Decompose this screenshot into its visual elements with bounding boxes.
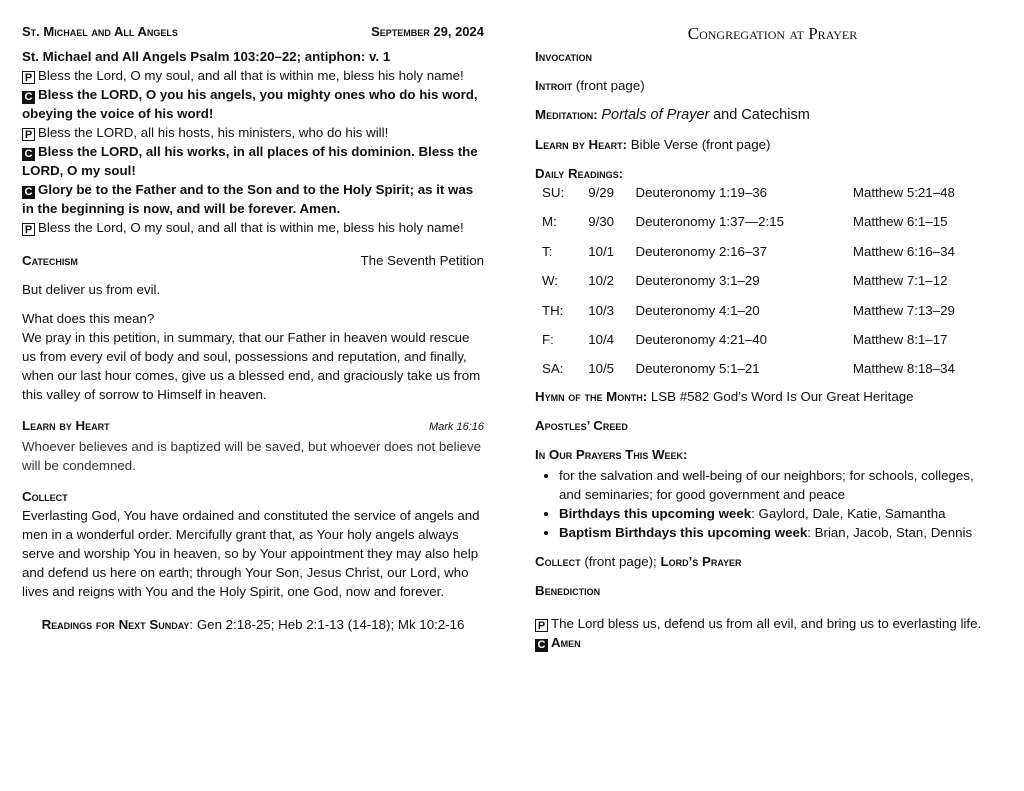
- catechism-prayer: But deliver us from evil.: [22, 282, 161, 297]
- learn-reference: Mark 16:16: [428, 421, 484, 433]
- reading-date: 10/4: [588, 331, 615, 347]
- psalm-line: [22, 142, 484, 180]
- hymn-line: [535, 387, 990, 406]
- amen-text: Amen: [551, 634, 581, 650]
- amen-line: [535, 633, 990, 652]
- birthdays-label: Birthdays this upcoming week: [559, 505, 752, 521]
- learn-heart-label: Learn by Heart:: [535, 137, 628, 152]
- learn-label: Learn by Heart: [22, 418, 110, 433]
- collect-text: Everlasting God, You have ordained and constituted the service of angels and men in a wonderful order. Mercifully grant that, as Your holy angels always serve and worship You in heaven, so by Your appointment they may also help and defend us here on earth; through Your Son, Jesus Christ, our Lord, who lives and reigns with You and the Holy Spirit, one God, now and forever.: [22, 508, 480, 599]
- introit-note: (front page): [575, 78, 645, 93]
- table-row: [535, 242, 990, 271]
- left-page: [22, 0, 484, 634]
- psalm-line-text: Bless the LORD, O you his angels, you mighty ones who do his word, obeying the voice of his word!: [22, 87, 478, 121]
- reading-day: W:: [542, 273, 559, 289]
- psalm-responsive-reading: [22, 66, 484, 237]
- left-header: [22, 24, 484, 39]
- creed-label: Apostles’ Creed: [535, 417, 628, 433]
- reading-nt: Matthew 5:21–48: [852, 185, 955, 200]
- table-row: [535, 212, 990, 241]
- benediction-label: Benediction: [535, 582, 601, 598]
- birthdays-names: : Gaylord, Dale, Katie, Samantha: [751, 505, 946, 521]
- reading-ot: Deuteronomy 2:16–37: [635, 243, 768, 259]
- catechism-question: What does this mean?: [22, 311, 155, 326]
- learn-heart-text: Bible Verse (front page): [630, 137, 771, 152]
- reading-nt: Matthew 7:1–12: [852, 273, 948, 289]
- catechism-label: Catechism: [22, 253, 78, 268]
- introit-line: [535, 76, 990, 95]
- pastor-badge-icon: P: [22, 71, 35, 84]
- psalm-line: [22, 180, 484, 218]
- hymn-text: LSB #582 God’s Word Is Our Great Heritage: [650, 388, 914, 404]
- reading-day: SA:: [542, 361, 564, 377]
- reading-ot: Deuteronomy 1:37—2:15: [635, 214, 785, 230]
- reading-nt: Matthew 6:16–34: [852, 243, 955, 259]
- psalm-line: [22, 123, 484, 142]
- reading-nt: Matthew 6:1–15: [852, 214, 948, 230]
- header-title: St. Michael and All Angels: [22, 24, 178, 39]
- psalm-line-text: Bless the Lord, O my soul, and all that is within me, bless his holy name!: [38, 220, 464, 235]
- list-item: [559, 504, 990, 523]
- pastor-badge-icon: P: [22, 128, 35, 141]
- next-sunday-readings: [22, 615, 484, 634]
- psalm-line: [22, 85, 484, 123]
- reading-ot: Deuteronomy 3:1–29: [635, 273, 760, 289]
- psalm-line-text: Glory be to the Father and to the Son and to the Holy Spirit; as it was in the beginning is now, and will be forever. Amen.: [22, 182, 474, 216]
- reading-date: 9/30: [588, 214, 615, 230]
- reading-ot: Deuteronomy 4:21–40: [635, 331, 768, 347]
- pastor-badge-icon: P: [535, 619, 548, 632]
- congregation-badge-icon: C: [22, 186, 35, 199]
- reading-day: TH:: [542, 302, 564, 318]
- next-sunday-label: Readings for Next Sunday: [41, 617, 190, 632]
- reading-nt: Matthew 8:18–34: [852, 361, 955, 377]
- psalm-line-text: Bless the LORD, all his works, in all places of his dominion. Bless the LORD, O my soul!: [22, 144, 478, 178]
- learn-verse: Whoever believes and is baptized will be saved, but whoever does not believe will be condemned.: [22, 439, 482, 473]
- meditation-line: [535, 105, 990, 125]
- psalm-line-text: Bless the Lord, O my soul, and all that is within me, bless his holy name!: [38, 68, 464, 83]
- prayers-list: [535, 466, 990, 542]
- catechism-petition: The Seventh Petition: [360, 253, 484, 268]
- psalm-heading: St. Michael and All Angels Psalm 103:20–22; antiphon: v. 1: [22, 49, 391, 64]
- list-item: [559, 523, 990, 542]
- reading-ot: Deuteronomy 5:1–21: [635, 361, 760, 377]
- benediction-text-line: [535, 614, 990, 633]
- psalm-line: [22, 66, 484, 85]
- table-row: [535, 183, 990, 212]
- congregation-badge-icon: C: [535, 639, 548, 652]
- hymn-label: Hymn of the Month:: [535, 388, 648, 404]
- collect-label: Collect: [22, 489, 68, 504]
- lords-prayer-label: Lord’s Prayer: [660, 553, 742, 569]
- reading-ot: Deuteronomy 4:1–20: [635, 302, 760, 318]
- list-item: [559, 466, 990, 504]
- introit-label: Introit: [535, 78, 573, 93]
- table-row: [535, 301, 990, 330]
- prayers-label: In Our Prayers This Week:: [535, 446, 688, 462]
- congregation-badge-icon: C: [22, 148, 35, 161]
- reading-date: 9/29: [588, 185, 615, 200]
- table-row: [535, 359, 990, 388]
- baptism-label: Baptism Birthdays this upcoming week: [559, 524, 808, 540]
- daily-readings-table: [535, 183, 990, 389]
- table-row: [535, 330, 990, 359]
- meditation-rest: and Catechism: [713, 107, 810, 123]
- header-date: September 29, 2024: [371, 24, 484, 39]
- pastor-badge-icon: P: [22, 223, 35, 236]
- table-row: [535, 271, 990, 300]
- reading-day: F:: [542, 331, 554, 347]
- reading-day: T:: [542, 243, 553, 259]
- collect-note: (front page);: [584, 553, 657, 569]
- learn-line: [535, 135, 990, 154]
- catechism-header: [22, 251, 484, 270]
- page-title: Congregation at Prayer: [687, 24, 858, 43]
- next-sunday-text: Gen 2:18-25; Heb 2:1-13 (14-18); Mk 10:2-16: [196, 617, 465, 632]
- reading-day: SU:: [542, 185, 565, 200]
- reading-ot: Deuteronomy 1:19–36: [635, 185, 768, 200]
- right-page: [535, 0, 990, 652]
- reading-day: M:: [542, 214, 557, 230]
- benediction-text: The Lord bless us, defend us from all evil, and bring us to everlasting life.: [551, 615, 982, 631]
- meditation-title: Portals of Prayer: [601, 107, 710, 123]
- invocation-label: Invocation: [535, 49, 593, 64]
- baptism-names: : Brian, Jacob, Stan, Dennis: [807, 524, 973, 540]
- catechism-answer: We pray in this petition, in summary, that our Father in heaven would rescue us from every evil of body and soul, possessions and reputation, and finally, when our last hour comes, give us a blessed end, and graciously take us from this valley of sorrow to Himself in heaven.: [22, 330, 481, 402]
- learn-header: [22, 416, 484, 437]
- reading-date: 10/1: [588, 243, 615, 259]
- psalm-line: [22, 218, 484, 237]
- reading-nt: Matthew 7:13–29: [852, 302, 955, 318]
- psalm-line-text: Bless the LORD, all his hosts, his ministers, who do his will!: [38, 125, 389, 140]
- meditation-label: Meditation:: [535, 107, 598, 122]
- reading-nt: Matthew 8:1–17: [852, 331, 948, 347]
- daily-readings-label: Daily Readings:: [535, 166, 624, 181]
- reading-date: 10/3: [588, 302, 615, 318]
- collect-line: [535, 552, 990, 571]
- reading-date: 10/5: [588, 361, 615, 377]
- reading-date: 10/2: [588, 273, 615, 289]
- congregation-badge-icon: C: [22, 91, 35, 104]
- next-sunday-colon: :: [189, 617, 194, 632]
- collect-label-right: Collect: [535, 553, 581, 569]
- prayer-item-text: for the salvation and well-being of our neighbors; for schools, colleges, and seminaries; for good government and peace: [559, 467, 974, 502]
